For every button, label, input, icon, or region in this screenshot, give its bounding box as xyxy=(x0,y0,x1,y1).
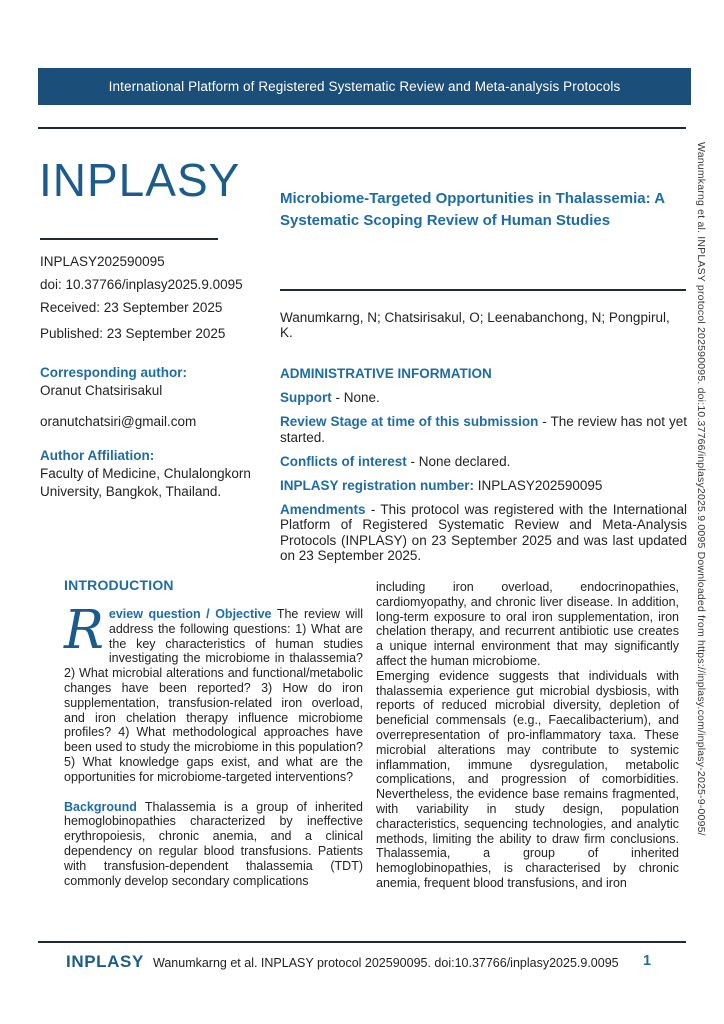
admin-item-text: None declared. xyxy=(418,453,511,469)
admin-heading: ADMINISTRATIVE INFORMATION xyxy=(280,366,492,381)
objective-paragraph xyxy=(64,600,363,785)
background-paragraph xyxy=(64,800,363,889)
background-text-col2: including iron overload, endocrinopathies, cardiomyopathy, and chronic liver disease. In addition, long-term exposure to oral iron supplementation, iron chelation therapy, and recurrent antibiotic use creates a unique internal environment that may significantly affect the human microbiome. xyxy=(376,580,679,668)
footer-divider xyxy=(38,941,686,943)
admin-item-label: Conflicts of interest xyxy=(280,453,407,469)
admin-item-text: This protocol was registered with the International Platform of Registered Systematic Review and Meta-Analysis Protocols (INPLASY) on 23 September 2025 and was last updated on 23 September 2025. xyxy=(280,501,687,563)
admin-item-label: Amendments xyxy=(280,501,366,517)
sidebar-vertical-citation: Wanumkarng et al. INPLASY protocol 202590095. doi:10.37766/inplasy2025.9.0095 Downloaded from https://inplasy.com/inplasy-2025-9-0095/ xyxy=(695,142,707,836)
admin-item-conflicts xyxy=(280,454,687,470)
published-line: Published: 23 September 2025 xyxy=(40,326,226,341)
page-number: 1 xyxy=(643,953,652,969)
header-divider xyxy=(38,127,686,129)
admin-item-registration xyxy=(280,478,687,494)
admin-item-text: None. xyxy=(343,390,380,405)
logo-divider xyxy=(40,238,218,240)
inplasy-logo: INPLASY xyxy=(39,154,241,206)
corresponding-author-name: Oranut Chatsirisakul xyxy=(40,383,163,398)
page-title: Microbiome-Targeted Opportunities in Thalassemia: A Systematic Scoping Review of Human Studies xyxy=(280,190,665,229)
objective-label: eview question / Objective xyxy=(108,607,272,621)
corresponding-author-label: Corresponding author: xyxy=(40,365,187,380)
body-column-right xyxy=(376,580,679,891)
administrative-information xyxy=(280,366,687,564)
registration-id: INPLASY202590095 xyxy=(40,254,165,269)
admin-item-sep: - xyxy=(538,414,551,429)
platform-banner xyxy=(38,68,691,105)
admin-item-label: Support xyxy=(280,390,332,405)
background-label: Background xyxy=(64,799,137,814)
authors-line: Wanumkarng, N; Chatsirisakul, O; Leenabanchong, N; Pongpirul, K. xyxy=(280,310,670,340)
admin-item-label: INPLASY registration number: xyxy=(280,477,475,493)
doi-line: doi: 10.37766/inplasy2025.9.0095 xyxy=(40,277,243,292)
emerging-evidence-paragraph: Emerging evidence suggests that individuals with thalassemia experience gut microbial dysbiosis, with reports of reduced microbial diversity, depletion of beneficial commensals (e.g., Faecalibacterium), and overrepresentation of pro-inflammatory taxa. These microbial alterations may contribute to systemic inflammation, immune dysregulation, metabolic complications, and progression of comorbidities. Nevertheless, the evidence base remains fragmented, with variability in study design, population characteristics, sequencing technologies, and analytic methods, limiting the ability to draw firm conclusions. Thalassemia, a group of inherited hemoglobinopathies, is characterised by chronic anemia, frequent blood transfusions, and iron xyxy=(376,668,679,890)
affiliation-label: Author Affiliation: xyxy=(40,448,155,463)
objective-text: The review will address the following questions: 1) What are the key characteristics of human studies investigating the microbiome in thalassemia? 2) What microbial alterations and functional/metabolic changes have been reported? 3) How do iron supplementation, transfusion-related iron overload, and iron chelation therapy influence microbiome profiles? 4) What methodological approaches have been used to study the microbiome in this population? 5) What knowledge gaps exist, and what are the opportunities for microbiome-targeted interventions? xyxy=(64,607,363,784)
admin-item-label: Review Stage at time of this submission xyxy=(280,414,539,429)
background-text-col1: Thalassemia is a group of inherited hemoglobinopathies characterized by ineffective erythropoiesis, chronic anemia, and a clinical dependency on regular blood transfusions. Patients with transfusion-dependent thalassemia (TDT) commonly develop secondary complications xyxy=(64,799,363,888)
dropcap-letter: R xyxy=(64,600,104,661)
platform-banner-text: International Platform of Registered Systematic Review and Meta-analysis Protocols xyxy=(108,79,621,94)
admin-item-text: The review has not yet started. xyxy=(280,414,687,445)
admin-item-amendments xyxy=(280,502,687,564)
received-line: Received: 23 September 2025 xyxy=(40,300,223,315)
admin-item-sep: - xyxy=(406,453,419,469)
authors-divider xyxy=(280,289,686,291)
affiliation-text: Faculty of Medicine, Chulalongkorn University, Bangkok, Thailand. xyxy=(40,466,251,499)
admin-item-sep: - xyxy=(331,390,344,405)
protocol-meta xyxy=(40,250,243,345)
admin-item-support xyxy=(280,390,687,406)
contact-block xyxy=(40,364,272,501)
admin-item-review-stage xyxy=(280,414,687,445)
footer-logo: INPLASY xyxy=(66,952,144,971)
body-column-left xyxy=(64,600,363,888)
footer-citation: Wanumkarng et al. INPLASY protocol 202590095. doi:10.37766/inplasy2025.9.0095 xyxy=(153,956,619,970)
introduction-heading: INTRODUCTION xyxy=(64,577,174,593)
admin-item-sep: - xyxy=(365,501,381,517)
corresponding-author-email: oranutchatsiri@gmail.com xyxy=(40,414,197,429)
admin-item-text: INPLASY202590095 xyxy=(477,477,603,493)
